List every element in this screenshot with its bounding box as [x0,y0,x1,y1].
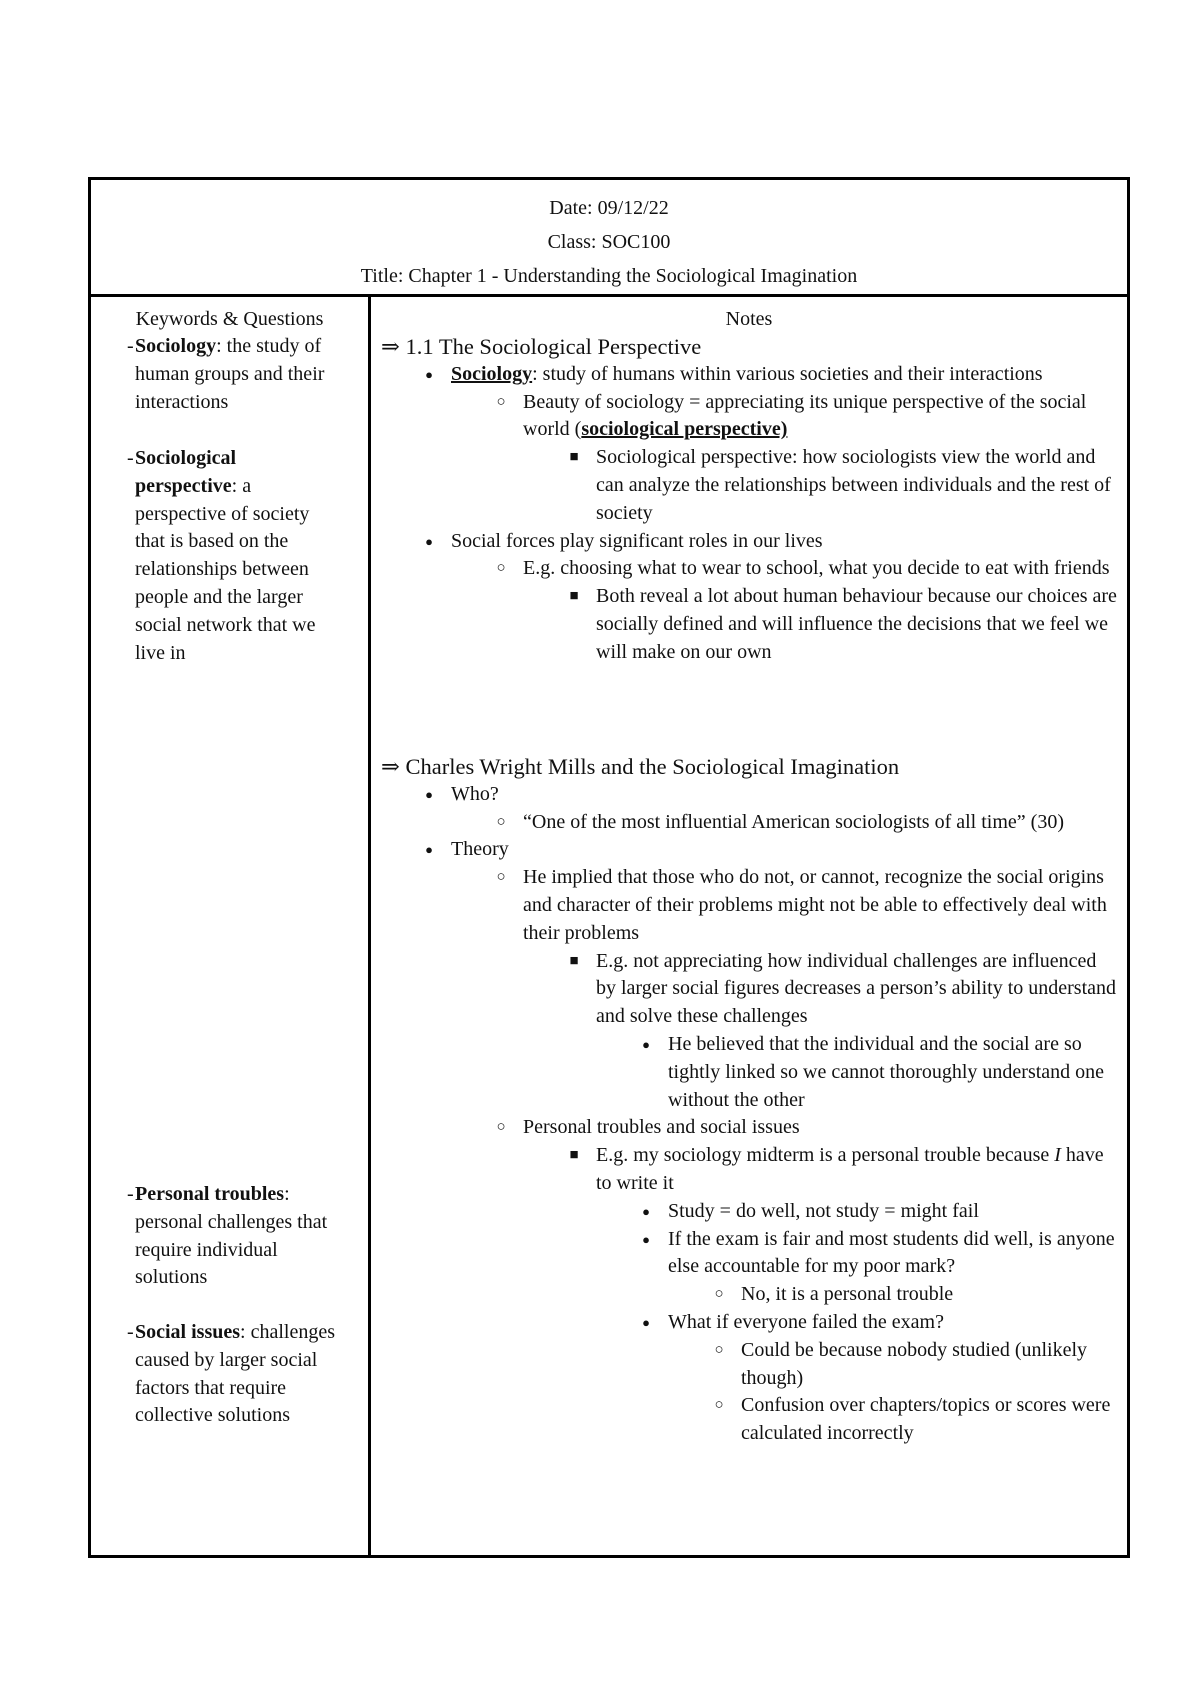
keywords-heading: Keywords & Questions [135,308,324,330]
list-item: ○ No, it is a personal trouble [381,1281,1121,1309]
circle-bullet-icon: ○ [496,869,506,886]
list-item: ● If the exam is fair and most students did well, is anyone else accountable for my poor mark? [381,1226,1121,1282]
bullet-icon: ● [425,786,433,802]
square-bullet-icon: ■ [569,588,579,605]
keyword-definition: : personal challenges that require individual solutions [135,1183,328,1289]
class-line: Class: SOC100 [547,231,671,253]
keyword-definition: : the study of human groups and their interactions [135,335,325,413]
bullet-icon: ● [425,842,433,858]
list-item: ● He believed that the individual and the social are so tightly linked so we cannot thoroughly understand one without the other [381,1031,1121,1114]
circle-bullet-icon: ○ [496,1119,506,1136]
notes-column [371,297,1127,1555]
bullet-icon: ● [642,1231,650,1247]
bullet-icon: ● [642,1203,650,1219]
list-item: ■ E.g. my sociology midterm is a personal trouble because I have to write it [381,1142,1121,1198]
square-bullet-icon: ■ [569,952,579,969]
list-item: ○ He implied that those who do not, or cannot, recognize the social origins and character of their problems might not be able to effectively deal with their problems [381,864,1121,947]
square-bullet-icon: ■ [569,1147,579,1164]
section-title: ⇒ Charles Wright Mills and the Sociological Imagination [381,754,900,779]
circle-bullet-icon: ○ [496,560,506,577]
list-item: ○ Confusion over chapters/topics or scores were calculated incorrectly [381,1392,1121,1448]
keyword-definition: : a perspective of society that is based on the relationships between people and the larger social network that we live in [135,474,316,664]
list-item: ● What if everyone failed the exam? [381,1309,1121,1337]
circle-bullet-icon: ○ [714,1341,724,1358]
list-item: ○ E.g. choosing what to wear to school, what you decide to eat with friends [381,555,1121,583]
circle-bullet-icon: ○ [496,393,506,410]
keyword-social-issues: - Social issues: challenges caused by larger social factors that require collective solutions [127,1321,335,1427]
list-item: ○ Beauty of sociology = appreciating its unique perspective of the social world (sociological perspective) [381,389,1121,445]
date-line: Date: 09/12/22 [549,197,669,219]
list-item: ■ Sociological perspective: how sociologists view the world and can analyze the relationships between individuals and the rest of society [381,444,1121,527]
list-item: ● Who? [381,781,1121,809]
keyword-term: Social issues [135,1321,241,1343]
list-item: ● Social forces play significant roles in our lives [381,528,1121,556]
list-item: ● Study = do well, not study = might fail [381,1198,1121,1226]
list-item: ■ Both reveal a lot about human behaviour because our choices are socially defined and will influence the decisions that we feel we will make on our own [381,583,1121,666]
title-line: Title: Chapter 1 - Understanding the Sociological Imagination [360,265,858,287]
notes-sheet [88,177,1130,1558]
keyword-term: Sociological perspective [135,447,237,497]
header-box [91,180,1127,297]
keyword-term: Sociology [135,335,217,357]
list-item: ● Theory [381,836,1121,864]
bullet-icon: ● [425,366,433,382]
square-bullet-icon: ■ [569,449,579,466]
list-item: ● Sociology: study of humans within various societies and their interactions [381,361,1121,389]
list-item: ○ Personal troubles and social issues [381,1114,1121,1142]
keyword-sociology: - Sociology: the study of human groups and their interactions [127,335,325,413]
bullet-icon: ● [425,533,433,549]
bullet-icon: ● [642,1036,650,1052]
circle-bullet-icon: ○ [714,1397,724,1414]
keyword-sociological-perspective: - Sociological perspective: a perspective of society that is based on the relationships between people and the larger social network that we live in [127,447,316,664]
section-title: ⇒ 1.1 The Sociological Perspective [381,334,702,359]
notes-heading: Notes [725,308,773,330]
list-item: ○ “One of the most influential American sociologists of all time” (30) [381,809,1121,837]
keyword-definition: : challenges caused by larger social factors that require collective solutions [135,1321,335,1427]
section-charles-wright-mills [381,753,1121,1448]
section-sociological-perspective [381,333,1121,667]
keywords-column [91,297,371,1555]
keyword-term: Personal troubles [135,1183,285,1205]
keyword-personal-troubles: - Personal troubles: personal challenges that require individual solutions [127,1183,328,1289]
circle-bullet-icon: ○ [496,813,506,830]
circle-bullet-icon: ○ [714,1286,724,1303]
list-item: ■ E.g. not appreciating how individual challenges are influenced by larger social figures decreases a person’s ability to understand and solve these challenges [381,948,1121,1031]
list-item: ○ Could be because nobody studied (unlikely though) [381,1337,1121,1393]
bullet-icon: ● [642,1314,650,1330]
